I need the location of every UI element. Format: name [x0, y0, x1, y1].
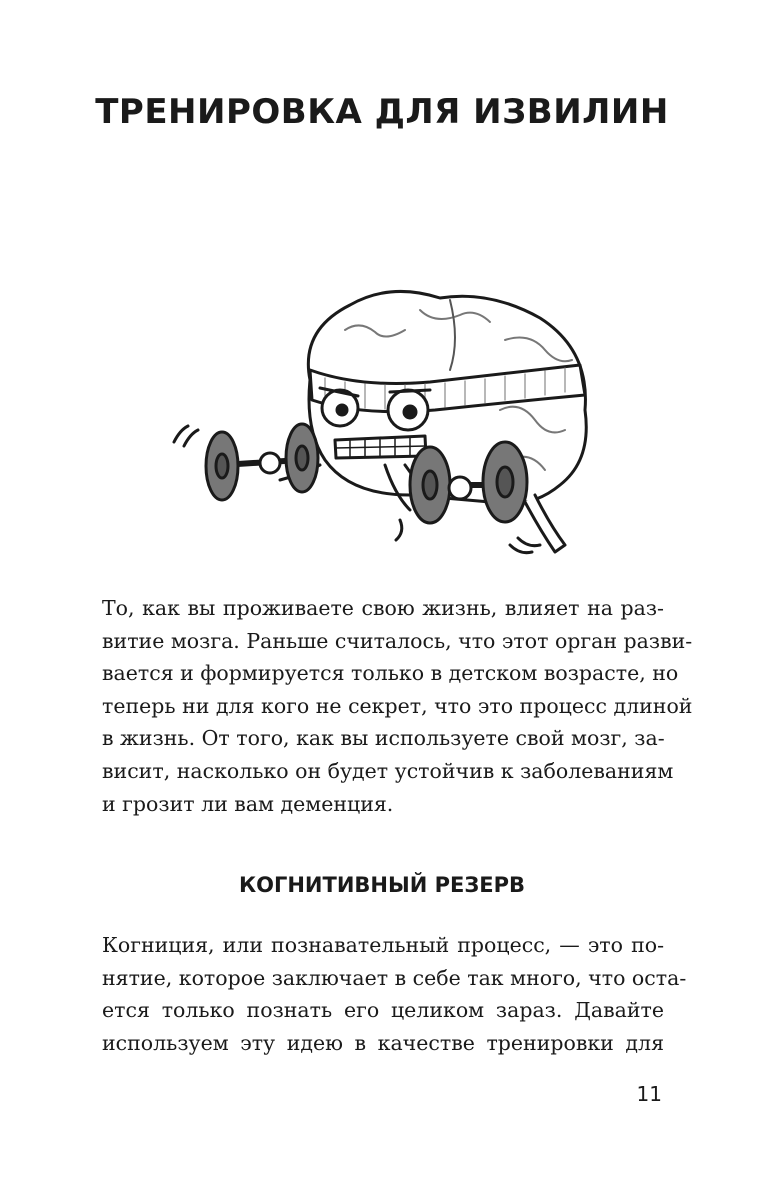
text-line: и грозит ли вам деменция. — [102, 791, 394, 816]
section-paragraph — [102, 929, 687, 1059]
text-line: витие мозга. Раньше считалось, что этот орган разви- — [102, 628, 693, 653]
brain-dumbbell-illustration — [160, 270, 610, 580]
text-line: ется только познать его целиком зараз. Давайте — [102, 998, 664, 1023]
text-line: вается и формируется только в детском возрасте, но — [102, 661, 679, 686]
text-line: используем эту идею в качестве тренировки для — [102, 1030, 664, 1055]
text-line: нятие, которое заключает в себе так много, что оста- — [102, 965, 687, 990]
page-number: 11 — [636, 1082, 662, 1106]
text-line: в жизнь. От того, как вы используете свой мозг, за- — [102, 726, 665, 751]
text-line: Когниция, или познавательный процесс, — это по- — [102, 933, 664, 957]
text-line: висит, насколько он будет устойчив к заболеваниям — [102, 758, 674, 783]
section-heading: КОГНИТИВНЫЙ РЕЗЕРВ — [238, 873, 526, 897]
intro-paragraph — [102, 592, 693, 820]
text-line: теперь ни для кого не секрет, что это процесс длиной — [102, 693, 693, 718]
chapter-title: ТРЕНИРОВКА ДЛЯ ИЗВИЛИН — [95, 92, 669, 132]
text-line: То, как вы проживаете свою жизнь, влияет на раз- — [102, 596, 664, 620]
